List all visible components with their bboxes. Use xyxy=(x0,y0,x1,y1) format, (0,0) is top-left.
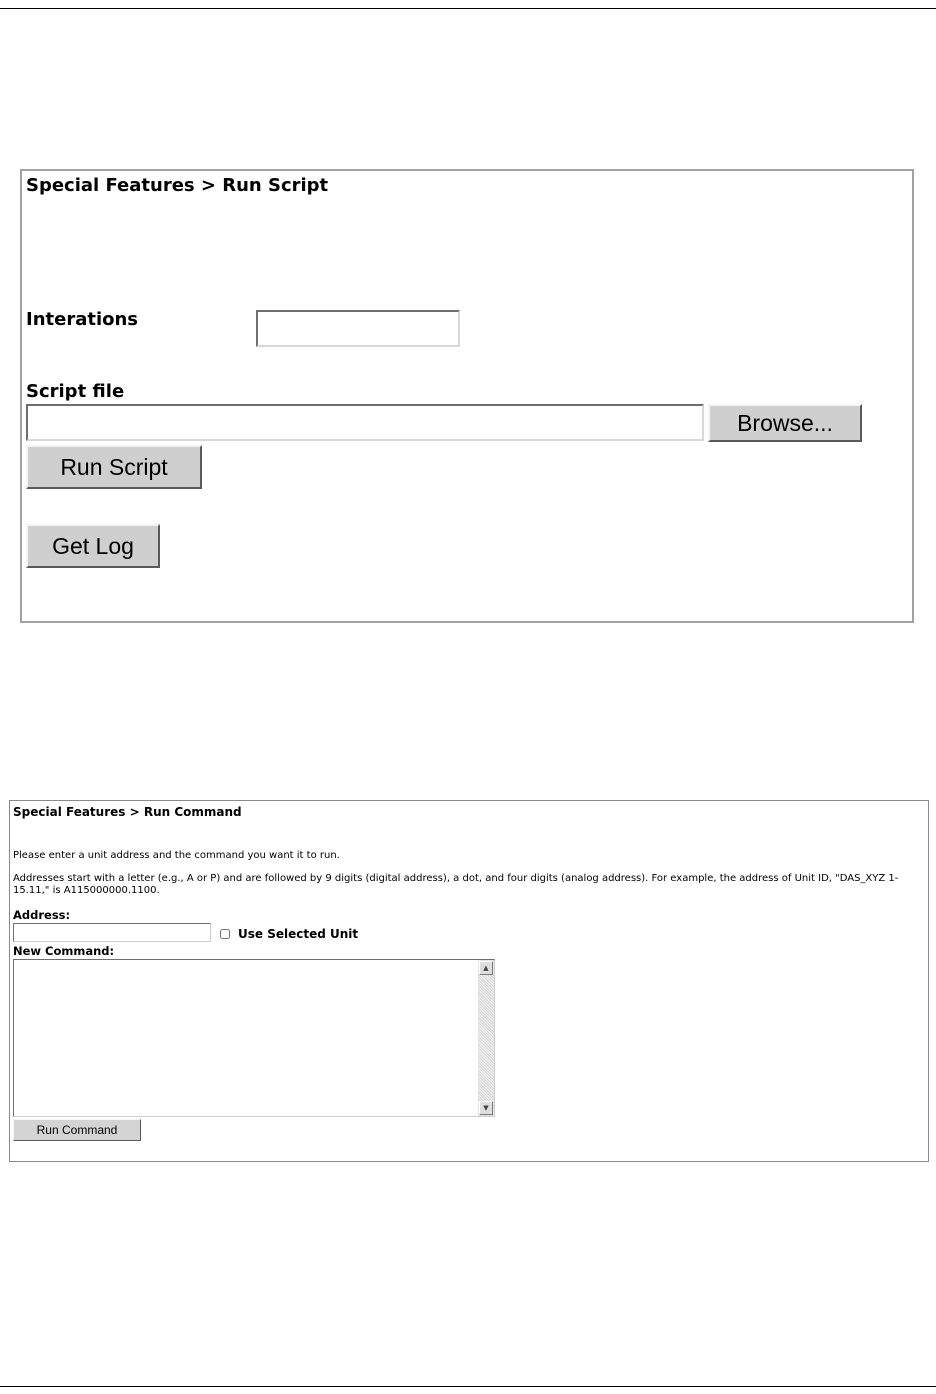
address-label: Address: xyxy=(13,908,71,922)
run-script-button[interactable]: Run Script xyxy=(26,445,202,489)
run-script-panel xyxy=(20,169,914,623)
run-command-button[interactable]: Run Command xyxy=(13,1119,141,1141)
scroll-down-icon[interactable]: ▼ xyxy=(479,1101,493,1115)
new-command-container xyxy=(13,959,495,1117)
page-bottom-rule xyxy=(0,1386,936,1387)
run-command-title: Special Features > Run Command xyxy=(13,805,242,819)
page-top-rule xyxy=(0,8,936,9)
use-selected-unit-label: Use Selected Unit xyxy=(238,927,359,941)
iterations-label: Interations xyxy=(26,309,139,330)
script-file-input[interactable] xyxy=(26,404,704,441)
new-command-label: New Command: xyxy=(13,944,115,958)
browse-button[interactable]: Browse... xyxy=(708,404,862,442)
run-command-help: Addresses start with a letter (e.g., A or P) and are followed by 9 digits (digital address), a dot, and four digits (analog address). For example, the address of Unit ID, "DAS_XYZ 1-15.11," is A115000000.1100. xyxy=(13,873,899,896)
run-script-title: Special Features > Run Script xyxy=(26,175,329,196)
iterations-input[interactable] xyxy=(256,310,460,347)
address-input[interactable] xyxy=(13,923,211,942)
new-command-textarea[interactable] xyxy=(14,960,479,1116)
use-selected-unit-checkbox[interactable] xyxy=(220,929,230,939)
new-command-scrollbar[interactable] xyxy=(478,960,494,1116)
run-command-intro: Please enter a unit address and the command you want it to run. xyxy=(13,850,340,861)
script-file-label: Script file xyxy=(26,381,125,402)
get-log-button[interactable]: Get Log xyxy=(26,524,160,568)
run-command-panel xyxy=(9,800,929,1162)
scroll-up-icon[interactable]: ▲ xyxy=(479,961,493,975)
